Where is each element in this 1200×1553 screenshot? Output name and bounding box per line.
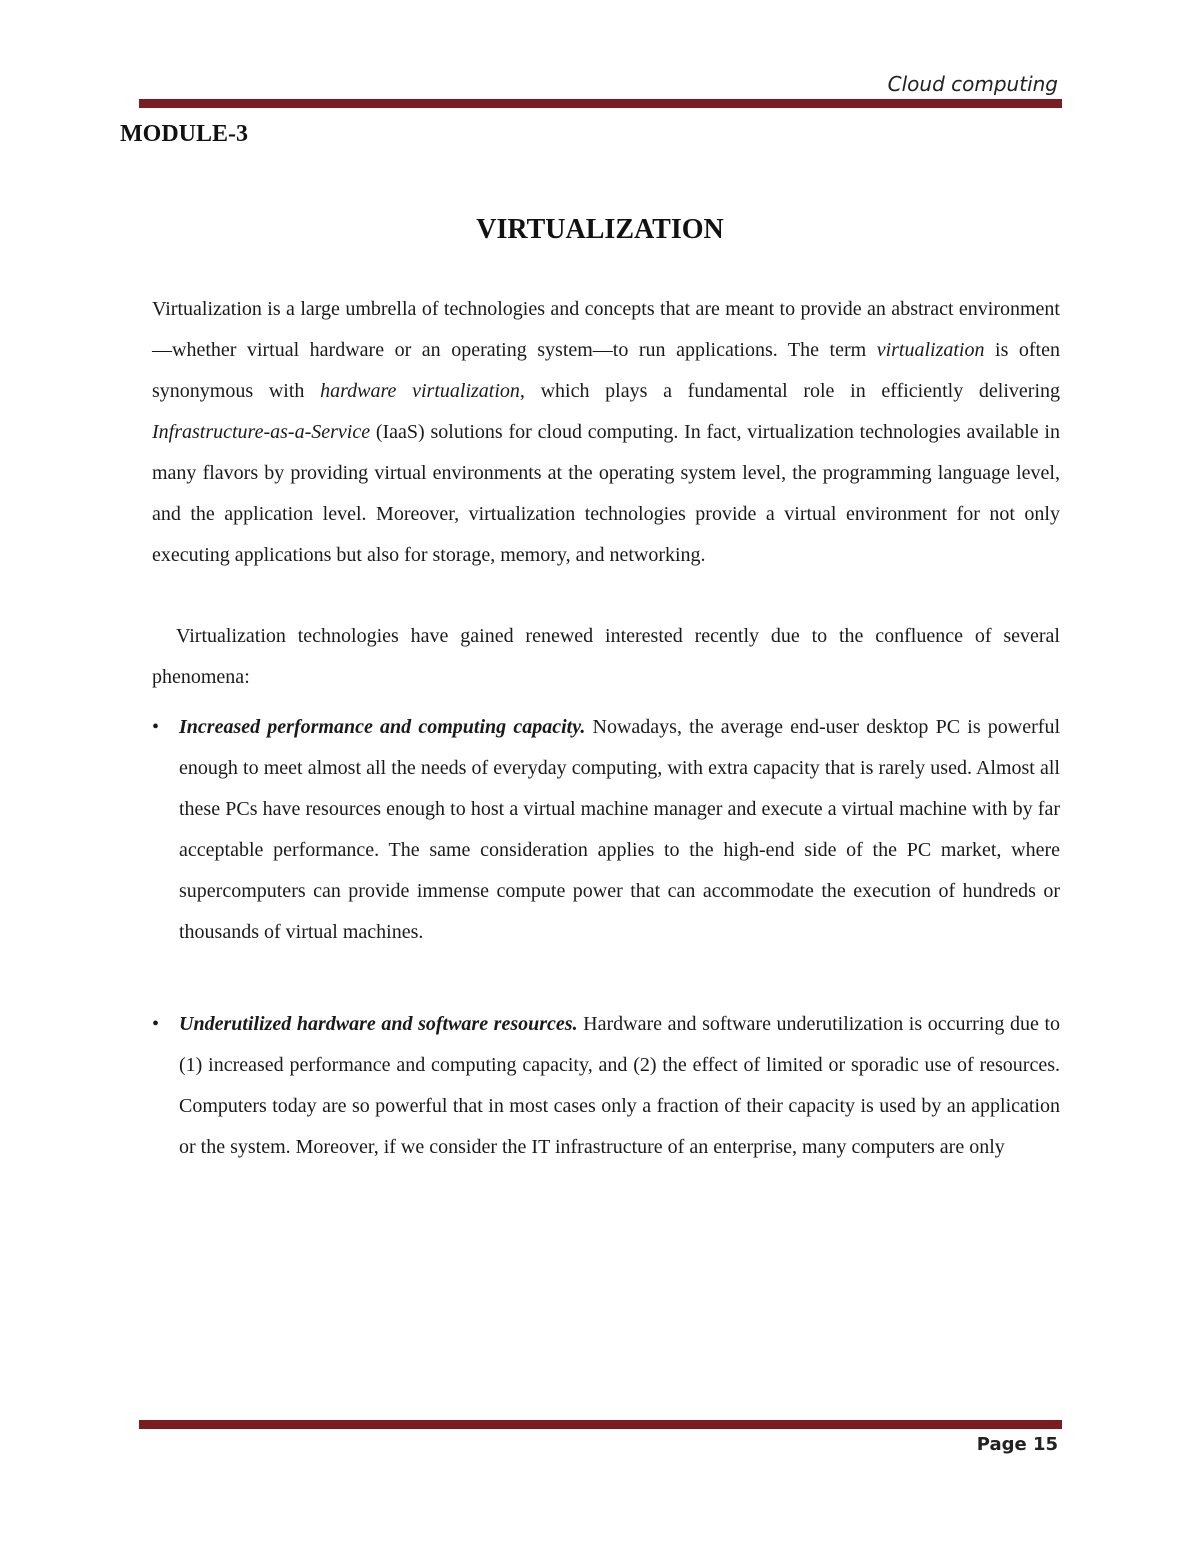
bullet-marker: • xyxy=(152,716,160,738)
bullet-marker: • xyxy=(152,1013,160,1035)
phenomena-intro-paragraph: Virtualization technologies have gained renewed interested recently due to the confluence of several phenomena: xyxy=(152,625,1060,688)
running-header-title: Cloud computing xyxy=(887,72,1058,96)
intro-emphasis-iaas: Infrastructure-as-a-Service xyxy=(152,421,371,443)
footer-divider xyxy=(139,1420,1062,1429)
chapter-title: VIRTUALIZATION xyxy=(476,214,724,245)
page-number: Page 15 xyxy=(976,1434,1058,1455)
bullet-text: Nowadays, the average end-user desktop PC is powerful enough to meet almost all the needs of everyday computing, with extra capacity that is rarely used. Almost all these PCs have resources enough to host a virtual machine manager and execute a virtual machine with by far acceptable performance. The same consideration applies to the high-end side of the PC market, where supercomputers can provide immense compute power that can accommodate the execution of hundreds or thousands of virtual machines. xyxy=(179,716,1060,943)
intro-emphasis-hardware-virtualization: hardware virtualization xyxy=(320,380,520,402)
intro-text-1: Virtualization is a large umbrella of technologies and concepts that are meant to provide an abstract environment—whether virtual hardware or an operating system—to run applications. The term xyxy=(152,298,1060,361)
header-divider xyxy=(139,99,1062,108)
list-item xyxy=(152,707,1060,953)
intro-emphasis-virtualization: virtualization xyxy=(876,339,985,361)
intro-text-3: , which plays a fundamental role in efficiently delivering xyxy=(519,380,1060,402)
bullet-text: Hardware and software underutilization is occurring due to (1) increased performance and computing capacity, and (2) the effect of limited or sporadic use of resources. Computers today are so powerful that in most cases only a fraction of their capacity is used by an application or the system. Moreover, if we consider the IT infrastructure of an enterprise, many computers are only xyxy=(179,1013,1061,1158)
intro-text-4: (IaaS) solutions for cloud computing. In fact, virtualization technologies available in many flavors by providing virtual environments at the operating system level, the programming language level, and the application level. Moreover, virtualization technologies provide a virtual environment for not only executing applications but also for storage, memory, and networking. xyxy=(152,421,1060,566)
list-item xyxy=(152,1004,1060,1168)
intro-text-2: is often synonymous with xyxy=(152,339,1060,402)
module-label: MODULE-3 xyxy=(120,121,248,147)
bullet-lead: Underutilized hardware and software resources. xyxy=(179,1013,578,1035)
bullet-lead: Increased performance and computing capacity. xyxy=(179,716,586,738)
intro-paragraph xyxy=(152,289,1060,576)
